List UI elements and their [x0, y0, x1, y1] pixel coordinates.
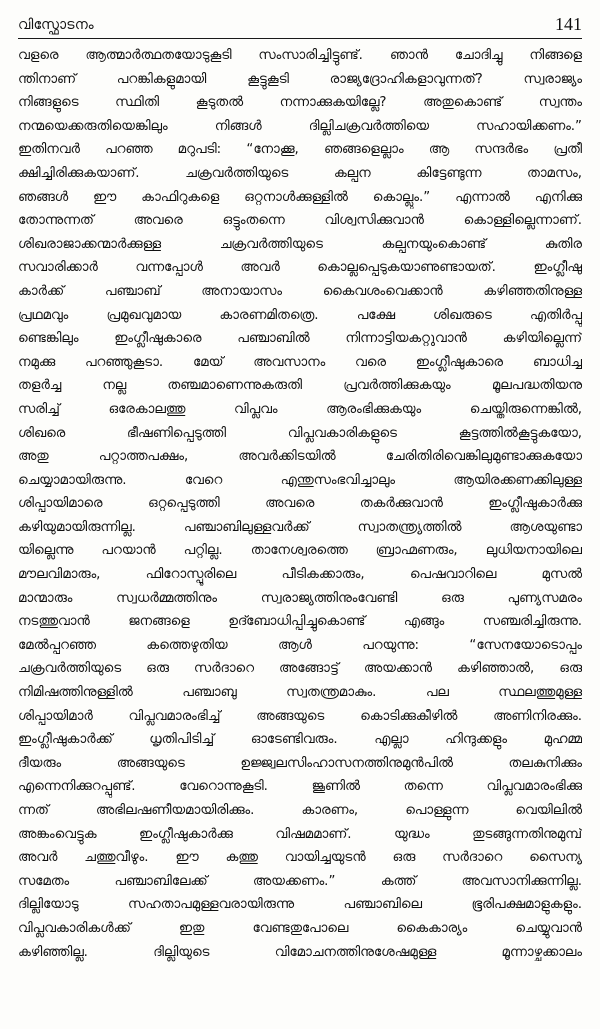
text-line: സമേതം പഞ്ചാബിലേക്ക് അയക്കണം.” കത്ത് അവസാനിക്കുന്നില്ല. [18, 873, 582, 889]
text-line: അവർ ചത്തുവീഴും. ഈ കത്തു വായിച്ചയുടൻ ഒരു സർദാറെ സൈന്യ [18, 850, 582, 866]
text-line: ഇംഗ്ലീഷുകാർക്ക് ധൃതിപിടിച്ച് ഓടേണ്ടിവരും. എല്ലാ ഹിന്ദുക്കളും മുഹമ്മ [18, 732, 582, 748]
text-line: മൗലവിമാരും, ഫിറോസ്പൂരിലെ പീടികക്കാരും, പെഷവാറിലെ മുസൽ [18, 567, 582, 583]
page-number: 141 [555, 14, 582, 34]
text-line: നമുക്കു പറഞ്ഞുകൂടാ. മേയ് അവസാനം വരെ ഇംഗ്ലീഷുകാരെ ബാധിച്ച [18, 354, 582, 370]
text-line: വളരെ ആത്മാർത്ഥതയോടുകൂടി സംസാരിച്ചിട്ടുണ്ട്. ഞാൻ ചോദിച്ചു നിങ്ങളെ [18, 48, 582, 63]
text-line: തോന്നുന്നത് അവരെ ഒട്ടുംതന്നെ വിശ്വസിക്കുവാൻ കൊള്ളില്ലെന്നാണ്. [18, 213, 582, 229]
text-line: ചെയ്യാമായിരുന്നു. വേറെ എന്തുസംഭവിച്ചാലും ആയിരക്കണക്കിലുള്ള [18, 472, 582, 488]
text-line: ശിപ്പായിമാരെ ഒറ്റപ്പെടുത്തി അവരെ തകർക്കുവാൻ ഇംഗ്ലീഷുകാർക്കു [18, 496, 582, 512]
text-line: യില്ലെന്നു പറയാൻ പറ്റില്ല. താനേശ്വരത്തെ ബ്രാഹ്മണരും, ലുധിയനായിലെ [18, 543, 582, 559]
text-line: ദില്ലിയോടു സഹതാപമുള്ളവരായിരുന്നു പഞ്ചാബിലെ ഭൂരിപക്ഷമാളുകളും. [18, 897, 582, 913]
text-line: സവാരിക്കാർ വന്നപ്പോൾ അവർ കൊല്ലപ്പെടുകയാണുണ്ടായത്. ഇംഗ്ലീഷു [18, 260, 582, 276]
text-line: വിപ്ലവകാരികൾക്ക് ഇതു വേണ്ടതുപോലെ കൈകാര്യം ചെയ്യുവാൻ [18, 920, 582, 936]
running-header [18, 8, 582, 39]
text-line: കാർക്ക് പഞ്ചാബ് അനായാസം കൈവശംവെക്കാൻ കഴിഞ്ഞതിനുള്ള [18, 283, 582, 299]
text-line: ന്നത് അഭിലഷണീയമായിരിക്കും. കാരണം, പൊള്ളുന്ന വെയിലിൽ [18, 803, 582, 818]
text-line: ഞങ്ങൾ ഈ കാഫിറുകളെ ഒറ്റനാൾക്കുള്ളിൽ കൊല്ലും.” എന്നാൽ എനിക്കു [18, 189, 582, 205]
text-line: അങ്കംവെട്ടുക ഇംഗ്ലീഷുകാർക്കു വിഷമമാണ്. യുദ്ധം തുടങ്ങുന്നതിനുമുമ്പ് [18, 826, 582, 842]
text-line: ഇതിനവർ പറഞ്ഞ മറുപടി: “നോക്കൂ, ഞങ്ങളെല്ലാം ആ സന്ദർഭം പ്രതീ [18, 142, 582, 158]
text-line: നന്മയെക്കരുതിയെങ്കിലും നിങ്ങൾ ദില്ലിചക്രവർത്തിയെ സഹായിക്കണം.” [18, 118, 582, 134]
text-line: നിങ്ങളുടെ സ്ഥിതി കൂടുതൽ നന്നാക്കുകയില്ലേ? അതുകൊണ്ട് സ്വന്തം [18, 95, 582, 111]
text-line: മാന്മാരും സ്വധർമ്മത്തിനും സ്വരാജ്യത്തിനുംവേണ്ടി ഒരു പുണ്യസമരം [18, 590, 582, 606]
text-line: സരിച്ച് ഒരേകാലത്തു വിപ്ലവം ആരംഭിക്കുകയും ചെയ്തിരുന്നെങ്കിൽ, [18, 401, 582, 417]
text-line: ന്തിനാണ് പറങ്കികളുമായി കൂട്ടുകൂടി രാജ്യദ്രോഹികളാവുന്നത്? സ്വരാജ്യം [18, 71, 582, 87]
text-line: ണ്ടെങ്കിലും ഇംഗ്ലീഷുകാരെ പഞ്ചാബിൽ നിന്നാട്ടിയകറ്റുവാൻ കഴിയില്ലെന്ന് [18, 331, 582, 347]
text-line: അതു പറ്റാത്തപക്ഷം, അവർക്കിടയിൽ ചേരിതിരിവെങ്കിലുമുണ്ടാക്കുകയോ [18, 449, 582, 465]
text-line: ചക്രവർത്തിയുടെ ഒരു സർദാറെ അങ്ങോട്ട് അയക്കാൻ കഴിഞ്ഞാൽ, ഒരു [18, 661, 582, 677]
text-line: നടത്തുവാൻ ജനങ്ങളെ ഉദ്ബോധിപ്പിച്ചുകൊണ്ട് എങ്ങും സഞ്ചരിച്ചിരുന്നു. [18, 614, 582, 630]
text-line: ദീയരും അങ്ങയുടെ ഉജ്ജ്വലസിംഹാസനത്തിനുമുൻപിൽ തലകുനിക്കും [18, 755, 582, 771]
text-line: എന്നെനിക്കുറപ്പുണ്ട്. വേറൊന്നുകൂടി. ജൂണിൽ തന്നെ വിപ്ലവമാരംഭിക്കു [18, 779, 582, 795]
text-line: ശിഖരാജാക്കന്മാർക്കുള്ള ചക്രവർത്തിയുടെ കല്പനയുംകൊണ്ട് കുതിര [18, 236, 582, 252]
text-line: കഴിഞ്ഞില്ല. ദില്ലിയുടെ വിമോചനത്തിനുശേഷമുള്ള മൂന്നാഴ്ചക്കാലം [18, 944, 582, 960]
text-line: ശിപ്പായിമാർ വിപ്ലവമാരംഭിച്ച് അങ്ങയുടെ കൊടിക്കുകീഴിൽ അണിനിരക്കും. [18, 708, 582, 724]
chapter-title: വിസ്ഫോടനം [18, 17, 94, 33]
text-line: ക്ഷിച്ചിരിക്കുകയാണ്. ചക്രവർത്തിയുടെ കല്പന കിട്ടേണ്ടുന്ന താമസം, [18, 165, 582, 181]
text-line: ശിഖരെ ഭീഷണിപ്പെടുത്തി വിപ്ലവകാരികളുടെ കൂട്ടത്തിൽകൂട്ടുകയോ, [18, 425, 582, 441]
body-text [18, 44, 582, 1023]
text-line: പ്രഥമവും പ്രമുഖവുമായ കാരണമിതത്രെ. പക്ഷേ ശിഖരുടെ എതിർപ്പു [18, 307, 582, 323]
text-line: നിമിഷത്തിനുള്ളിൽ പഞ്ചാബു സ്വതന്ത്രമാകും. പല സ്ഥലത്തുമുള്ള [18, 685, 582, 701]
text-line: കഴിയുമായിരുന്നില്ല. പഞ്ചാബിലുള്ളവർക്ക് സ്വാതന്ത്ര്യത്തിൽ ആശയുണ്ടാ [18, 519, 582, 535]
text-line: തളർച്ച നല്ല തഞ്ചമാണെന്നുകരുതി പ്രവർത്തിക്കുകയും മൂലപദ്ധതിയനു [18, 378, 582, 394]
text-line: മേൽപ്പറഞ്ഞ കത്തെഴുതിയ ആൾ പറയുന്നു: “സേനയോടൊപ്പം [18, 637, 582, 653]
